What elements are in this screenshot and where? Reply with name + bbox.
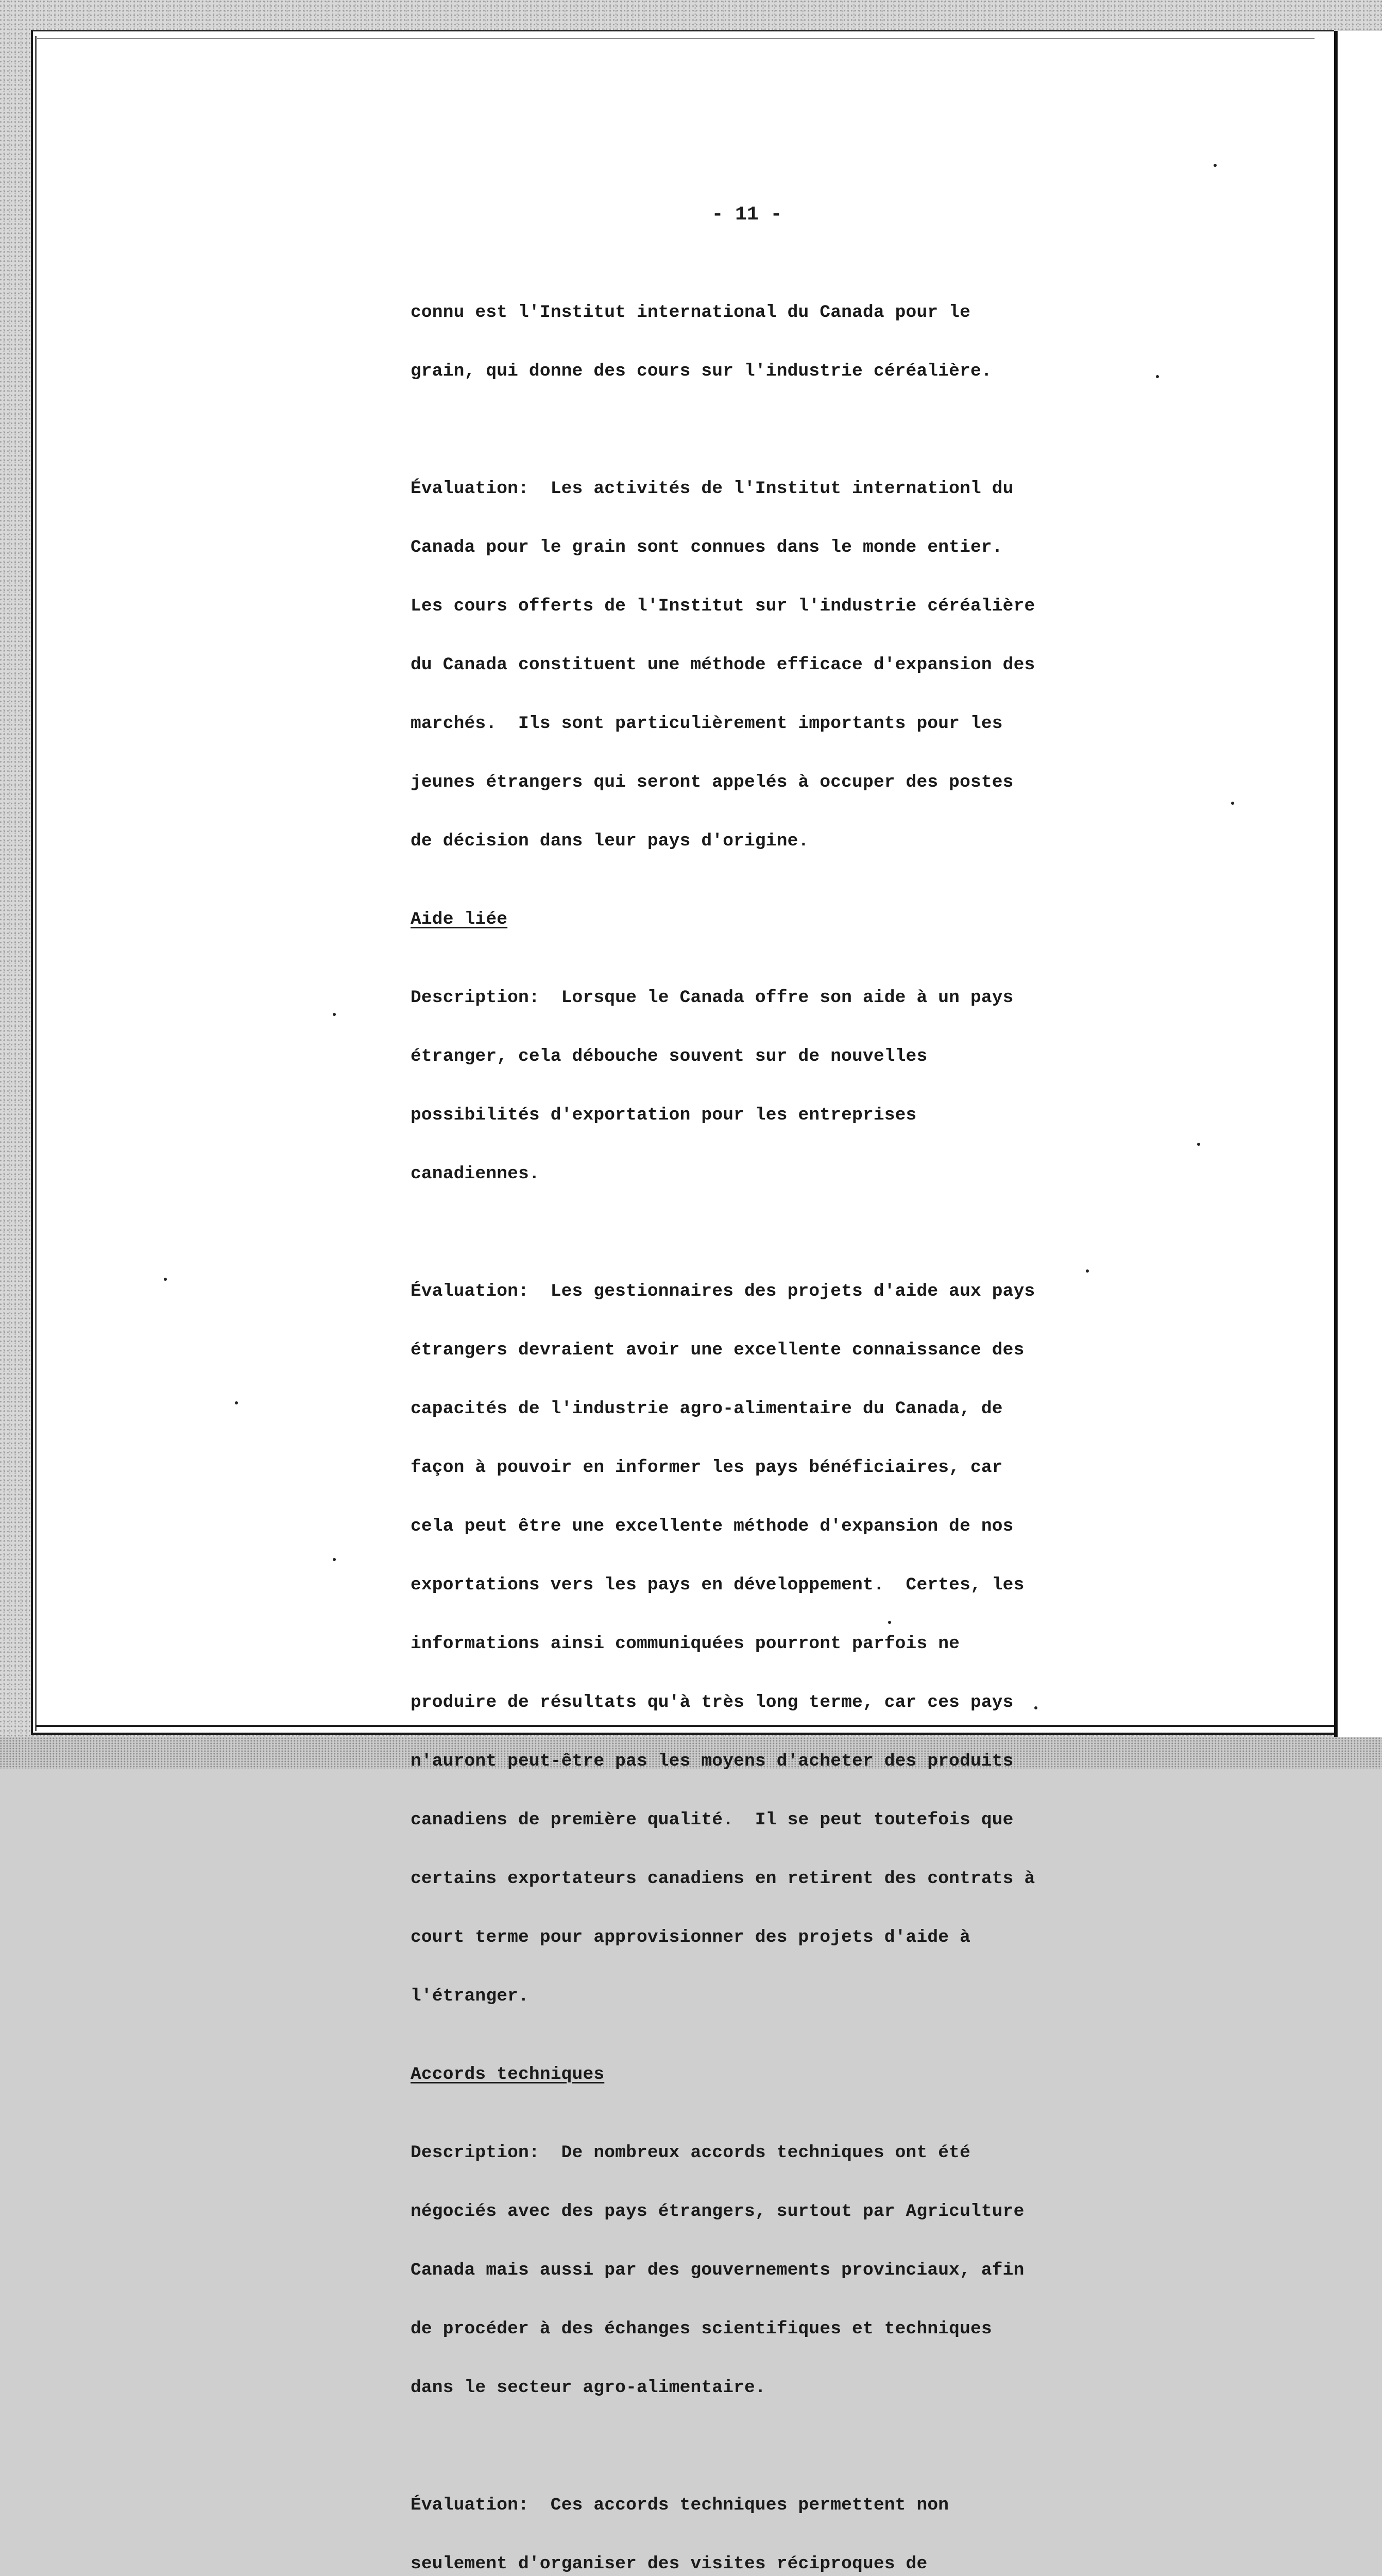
scan-speck xyxy=(333,1558,336,1561)
text-line: Description: De nombreux accords techniques ont été xyxy=(411,2143,970,2163)
page-number: - 11 - xyxy=(711,204,782,226)
text-line: grain, qui donne des cours sur l'industrie céréalière. xyxy=(411,361,992,381)
text-line: Canada pour le grain sont connues dans le monde entier. xyxy=(411,537,1003,557)
text-line: Les cours offerts de l'Institut sur l'industrie céréalière xyxy=(411,596,1035,616)
section-heading-aide-liee: Aide liée xyxy=(411,909,508,929)
scan-speck xyxy=(1214,164,1217,167)
text-line: produire de résultats qu'à très long terme, car ces pays xyxy=(411,1692,1014,1713)
text-line: de décision dans leur pays d'origine. xyxy=(411,831,809,851)
text-line: connu est l'Institut international du Canada pour le xyxy=(411,302,970,323)
scan-speck xyxy=(333,1013,336,1016)
text-line: seulement d'organiser des visites réciproques de xyxy=(411,2554,928,2574)
right-margin-strip xyxy=(1337,31,1382,1752)
left-border-line xyxy=(35,36,37,1731)
scan-speck xyxy=(235,1401,238,1404)
text-line: exportations vers les pays en développement. Certes, les xyxy=(411,1575,1025,1595)
text-line: dans le secteur agro-alimentaire. xyxy=(411,2378,766,2398)
scan-speck xyxy=(1197,1143,1200,1146)
text-line: informations ainsi communiquées pourront parfois ne xyxy=(411,1634,960,1654)
text-line: marchés. Ils sont particulièrement importants pour les xyxy=(411,714,1003,734)
text-line: étrangers devraient avoir une excellente connaissance des xyxy=(411,1340,1025,1360)
text-line: Description: Lorsque le Canada offre son aide à un pays xyxy=(411,988,1014,1008)
paragraph-description-aide xyxy=(411,949,1101,1223)
text-line: canadiennes. xyxy=(411,1164,540,1184)
paragraph-evaluation-aide xyxy=(411,1243,1101,2045)
text-line: étranger, cela débouche souvent sur de nouvelles xyxy=(411,1046,928,1066)
text-line: du Canada constituent une méthode efficace d'expansion des xyxy=(411,655,1035,675)
text-line: canadiens de première qualité. Il se peut toutefois que xyxy=(411,1810,1014,1830)
text-line: jeunes étrangers qui seront appelés à occuper des postes xyxy=(411,772,1014,792)
paragraph-description-accords xyxy=(411,2104,1101,2437)
text-line: Canada mais aussi par des gouvernements provinciaux, afin xyxy=(411,2260,1025,2280)
paragraph-evaluation-accords xyxy=(411,2456,1101,2576)
text-line: Évaluation: Les gestionnaires des projets d'aide aux pays xyxy=(411,1281,1035,1301)
paragraph-evaluation-institut xyxy=(411,440,1101,890)
section-heading-accords-techniques: Accords techniques xyxy=(411,2064,605,2084)
document-body xyxy=(411,264,1101,2576)
text-line: certains exportateurs canadiens en retirent des contrats à xyxy=(411,1869,1035,1889)
text-line: possibilités d'exportation pour les entreprises xyxy=(411,1105,917,1125)
text-line: court terme pour approvisionner des projets d'aide à xyxy=(411,1927,970,1947)
text-line: n'auront peut-être pas les moyens d'acheter des produits xyxy=(411,1751,1014,1771)
paragraph-intro xyxy=(411,264,1101,420)
text-line: de procéder à des échanges scientifiques et techniques xyxy=(411,2319,992,2339)
scan-speck xyxy=(1156,375,1159,378)
text-line: cela peut être une excellente méthode d'expansion de nos xyxy=(411,1516,1014,1536)
text-line: négociés avec des pays étrangers, surtout par Agriculture xyxy=(411,2201,1025,2222)
text-line: façon à pouvoir en informer les pays bénéficiaires, car xyxy=(411,1458,1003,1478)
scan-speck xyxy=(164,1278,167,1281)
text-line: Évaluation: Les activités de l'Institut internationl du xyxy=(411,479,1014,499)
text-line: Évaluation: Ces accords techniques permettent non xyxy=(411,2495,949,2515)
scan-speck xyxy=(1231,802,1234,805)
top-border-line xyxy=(37,38,1315,39)
text-line: capacités de l'industrie agro-alimentaire du Canada, de xyxy=(411,1399,1003,1419)
text-line: l'étranger. xyxy=(411,1986,529,2006)
